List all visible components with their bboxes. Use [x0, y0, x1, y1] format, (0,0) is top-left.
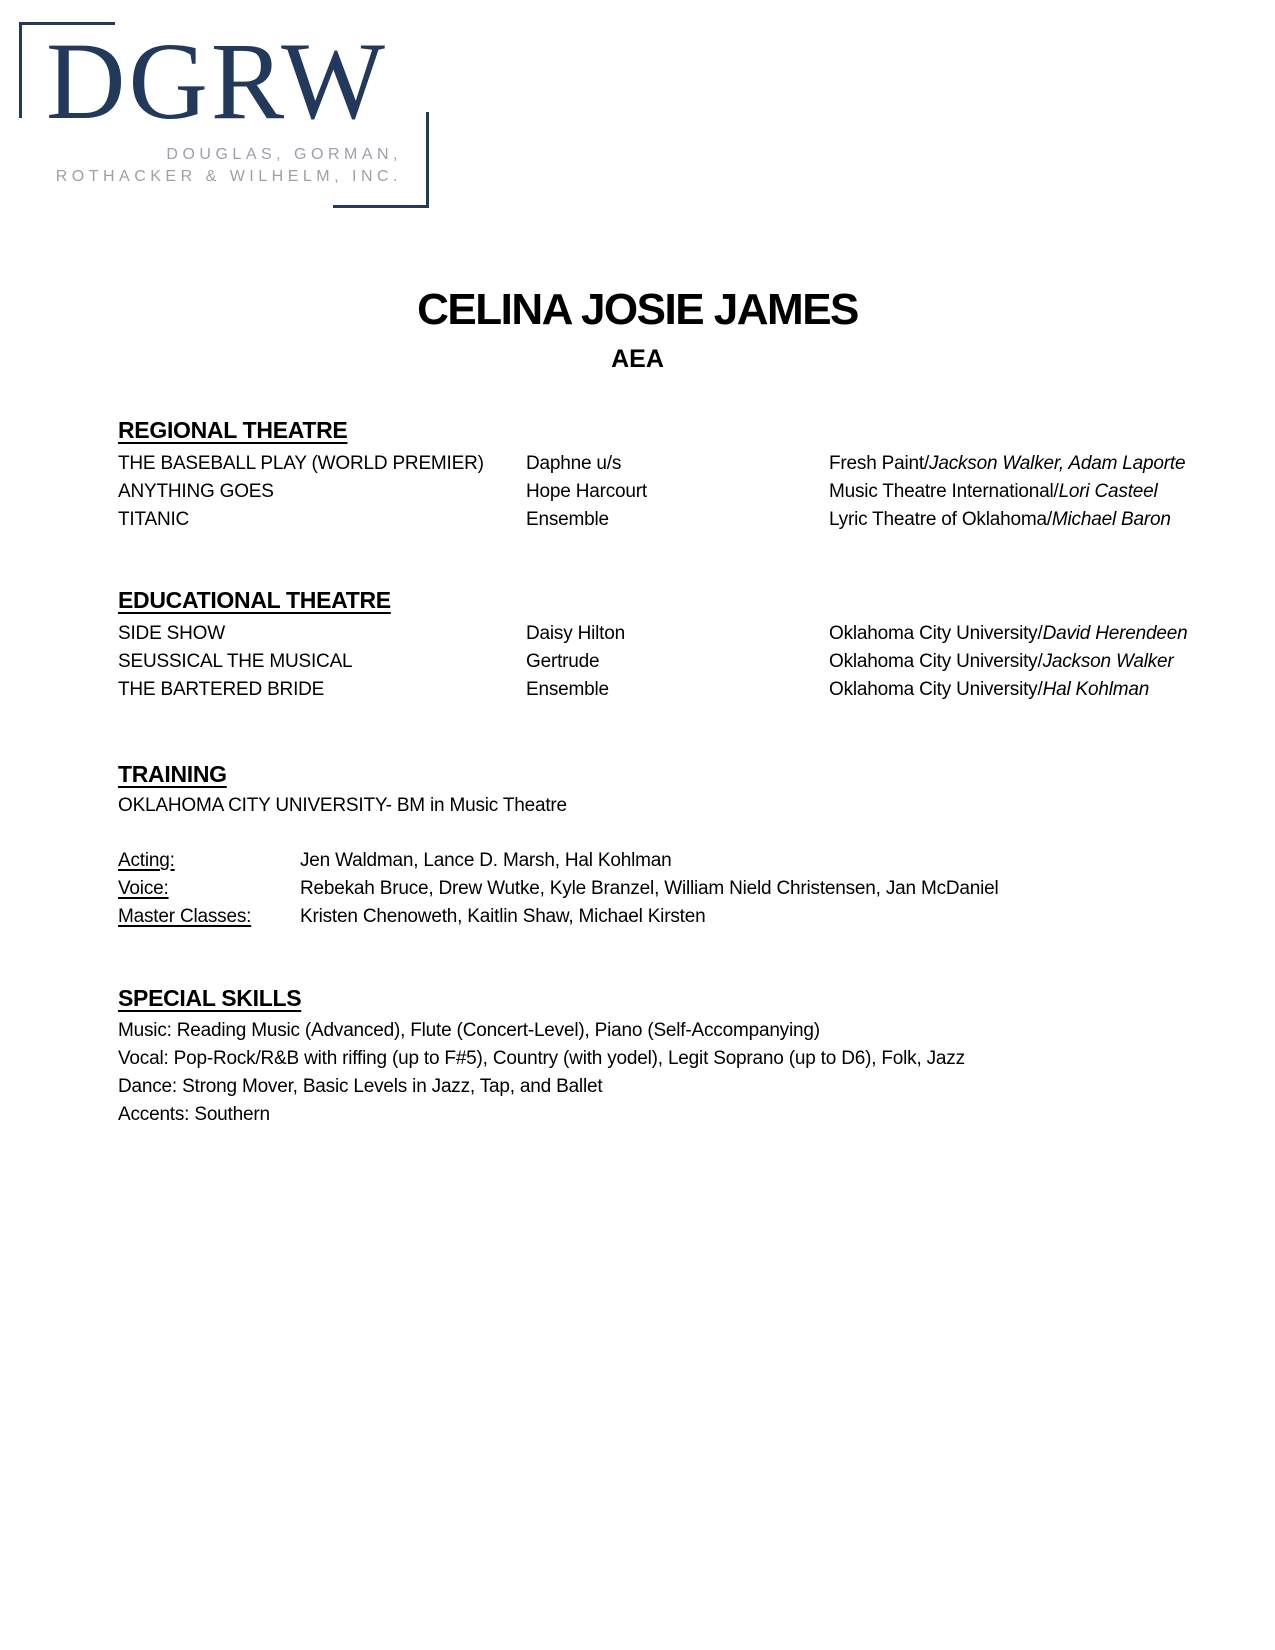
- educational-theatre-rows: [118, 620, 1218, 704]
- company-name: Oklahoma City University/: [829, 679, 1043, 700]
- role-name: Gertrude: [526, 651, 600, 672]
- skill-line: Dance: Strong Mover, Basic Levels in Jazz, Tap, and Ballet: [118, 1076, 603, 1097]
- director-credit: Hal Kohlman: [1042, 679, 1150, 700]
- training-value: Jen Waldman, Lance D. Marsh, Hal Kohlman: [300, 850, 672, 871]
- credit-row: [118, 450, 1218, 478]
- training-row: [118, 847, 1218, 875]
- credit-row: [118, 620, 1218, 648]
- company-director: [829, 450, 1185, 478]
- role-name: Daisy Hilton: [526, 623, 625, 644]
- show-title: ANYTHING GOES: [118, 481, 274, 502]
- director-credit: Michael Baron: [1051, 509, 1171, 530]
- role-name: Ensemble: [526, 679, 609, 700]
- training-row: [118, 903, 1218, 931]
- company-name: Fresh Paint/: [829, 453, 930, 474]
- training-school: OKLAHOMA CITY UNIVERSITY- BM in Music Theatre: [118, 795, 567, 816]
- company-director: [829, 506, 1171, 534]
- role-name: Hope Harcourt: [526, 481, 647, 502]
- special-skills-rows: [118, 1017, 1218, 1129]
- company-director: [829, 676, 1149, 704]
- credit-row: [118, 506, 1218, 534]
- show-title: TITANIC: [118, 509, 190, 530]
- credit-row: [118, 648, 1218, 676]
- role-name: Ensemble: [526, 509, 609, 530]
- section-heading-educational-theatre: EDUCATIONAL THEATRE: [118, 587, 391, 613]
- skill-line: Vocal: Pop-Rock/R&B with riffing (up to F#5), Country (with yodel), Legit Soprano (up to D6), Folk, Jazz: [118, 1048, 965, 1069]
- training-label: Master Classes:: [118, 906, 252, 927]
- show-title: THE BASEBALL PLAY (WORLD PREMIER): [118, 453, 484, 474]
- dgrw-logo: [0, 0, 440, 215]
- section-heading-regional-theatre: REGIONAL THEATRE: [118, 417, 348, 443]
- show-title: THE BARTERED BRIDE: [118, 679, 325, 700]
- company-director: [829, 478, 1158, 506]
- training-label: Voice:: [118, 878, 169, 899]
- training-value: Rebekah Bruce, Drew Wutke, Kyle Branzel, William Nield Christensen, Jan McDaniel: [300, 878, 999, 899]
- show-title: SIDE SHOW: [118, 623, 225, 644]
- page-title: CELINA JOSIE JAMES: [417, 285, 858, 334]
- training-rows: [118, 847, 1218, 931]
- credit-row: [118, 478, 1218, 506]
- section-heading-special-skills: SPECIAL SKILLS: [118, 985, 302, 1011]
- logo-subtitle-line2: ROTHACKER & WILHELM, INC.: [55, 168, 402, 185]
- company-name: Oklahoma City University/: [829, 623, 1043, 644]
- director-credit: Jackson Walker, Adam Laporte: [929, 453, 1186, 474]
- training-value: Kristen Chenoweth, Kaitlin Shaw, Michael Kirsten: [300, 906, 706, 927]
- director-credit: Jackson Walker: [1042, 651, 1174, 672]
- show-title: SEUSSICAL THE MUSICAL: [118, 651, 353, 672]
- training-row: [118, 875, 1218, 903]
- training-label: Acting:: [118, 850, 175, 871]
- logo-subtitle-line1: DOUGLAS, GORMAN,: [166, 146, 402, 163]
- director-credit: Lori Casteel: [1058, 481, 1158, 502]
- company-name: Lyric Theatre of Oklahoma/: [829, 509, 1052, 530]
- logo-subtitle: [0, 144, 402, 188]
- credit-row: [118, 676, 1218, 704]
- director-credit: David Herendeen: [1042, 623, 1188, 644]
- regional-theatre-rows: [118, 450, 1218, 534]
- company-name: Music Theatre International/: [829, 481, 1059, 502]
- skill-line: Music: Reading Music (Advanced), Flute (Concert-Level), Piano (Self-Accompanying): [118, 1020, 820, 1041]
- skill-line: Accents: Southern: [118, 1104, 270, 1125]
- company-director: [829, 620, 1187, 648]
- union-affiliation: AEA: [611, 345, 664, 373]
- logo-monogram: DGRW: [46, 20, 388, 142]
- role-name: Daphne u/s: [526, 453, 622, 474]
- company-director: [829, 648, 1174, 676]
- company-name: Oklahoma City University/: [829, 651, 1043, 672]
- section-heading-training: TRAINING: [118, 761, 227, 787]
